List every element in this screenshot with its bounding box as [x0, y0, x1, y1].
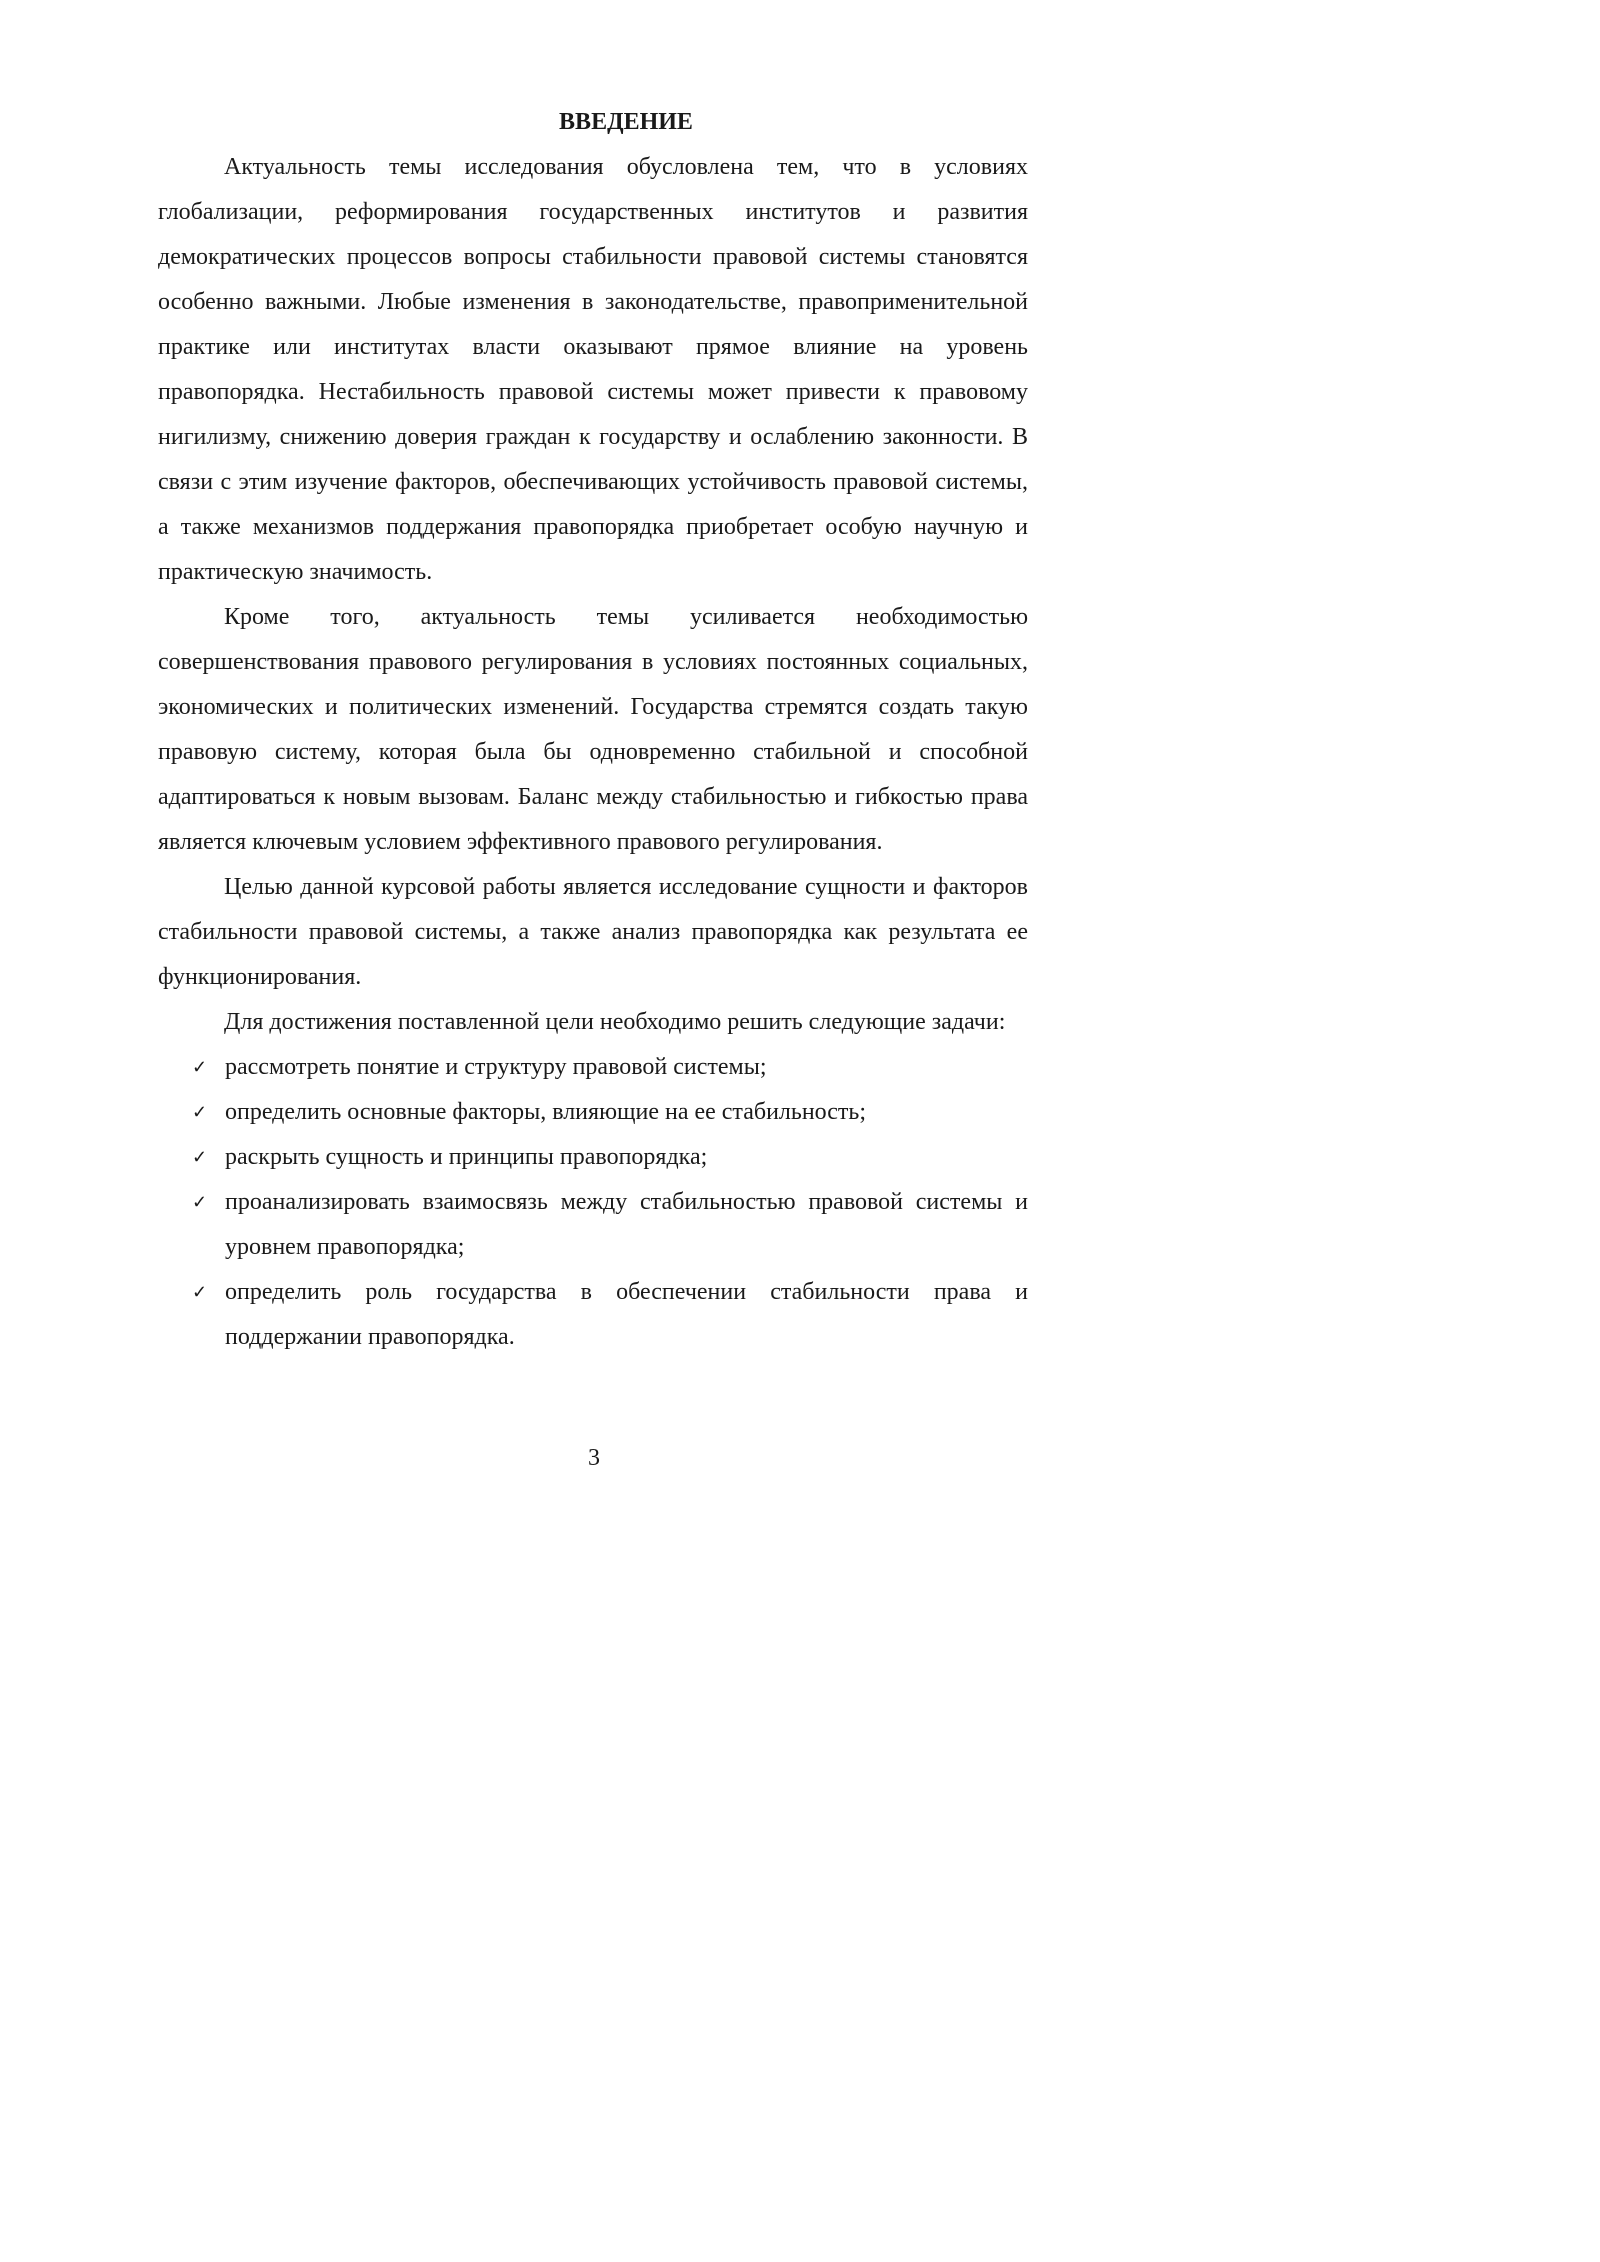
task-text: определить роль государства в обеспечении стабильности права и поддержании правопорядка. — [225, 1279, 1028, 1350]
list-item — [158, 1180, 1028, 1270]
list-item — [158, 1135, 1028, 1180]
checkmark-icon: ✓ — [192, 1102, 208, 1122]
paragraph-relevance: Актуальность темы исследования обусловлена тем, что в условиях глобализации, реформирования государственных институтов и развития демократических процессов вопросы стабильности правовой системы становятся особенно важными. Любые изменения в законодательстве, правоприменительной практике или институтах власти оказывают прямое влияние на уровень правопорядка. Нестабильность правовой системы может привести к правовому нигилизму, снижению доверия граждан к государству и ослаблению законности. В связи с этим изучение факторов, обеспечивающих устойчивость правовой системы, а также механизмов поддержания правопорядка приобретает особую научную и практическую значимость. — [158, 154, 1028, 585]
paragraph-regulation: Кроме того, актуальность темы усиливается необходимостью совершенствования правового регулирования в условиях постоянных социальных, экономических и политических изменений. Государства стремятся создать такую правовую систему, которая была бы одновременно стабильной и способной адаптироваться к новым вызовам. Баланс между стабильностью и гибкостью права является ключевым условием эффективного правового регулирования. — [158, 604, 1028, 855]
page-content — [158, 100, 1028, 1360]
paragraph-goal: Целью данной курсовой работы является исследование сущности и факторов стабильности правовой системы, а также анализ правопорядка как результата ее функционирования. — [158, 874, 1028, 990]
task-text: проанализировать взаимосвязь между стабильностью правовой системы и уровнем правопорядка; — [225, 1189, 1028, 1260]
list-item — [158, 1090, 1028, 1135]
list-item — [158, 1270, 1028, 1360]
task-text: определить основные факторы, влияющие на ее стабильность; — [225, 1099, 867, 1125]
task-text: раскрыть сущность и принципы правопорядка; — [225, 1144, 708, 1170]
task-text: рассмотреть понятие и структуру правовой системы; — [225, 1054, 767, 1080]
section-heading: ВВЕДЕНИЕ — [559, 109, 693, 135]
list-item — [158, 1045, 1028, 1090]
document-page — [0, 0, 1106, 1564]
tasks-list — [158, 1045, 1028, 1360]
checkmark-icon: ✓ — [192, 1147, 208, 1167]
page-number: 3 — [588, 1445, 600, 1471]
checkmark-icon: ✓ — [192, 1192, 208, 1212]
paragraph-tasks-intro: Для достижения поставленной цели необходимо решить следующие задачи: — [224, 1009, 1006, 1035]
checkmark-icon: ✓ — [192, 1282, 208, 1302]
checkmark-icon: ✓ — [192, 1057, 208, 1077]
